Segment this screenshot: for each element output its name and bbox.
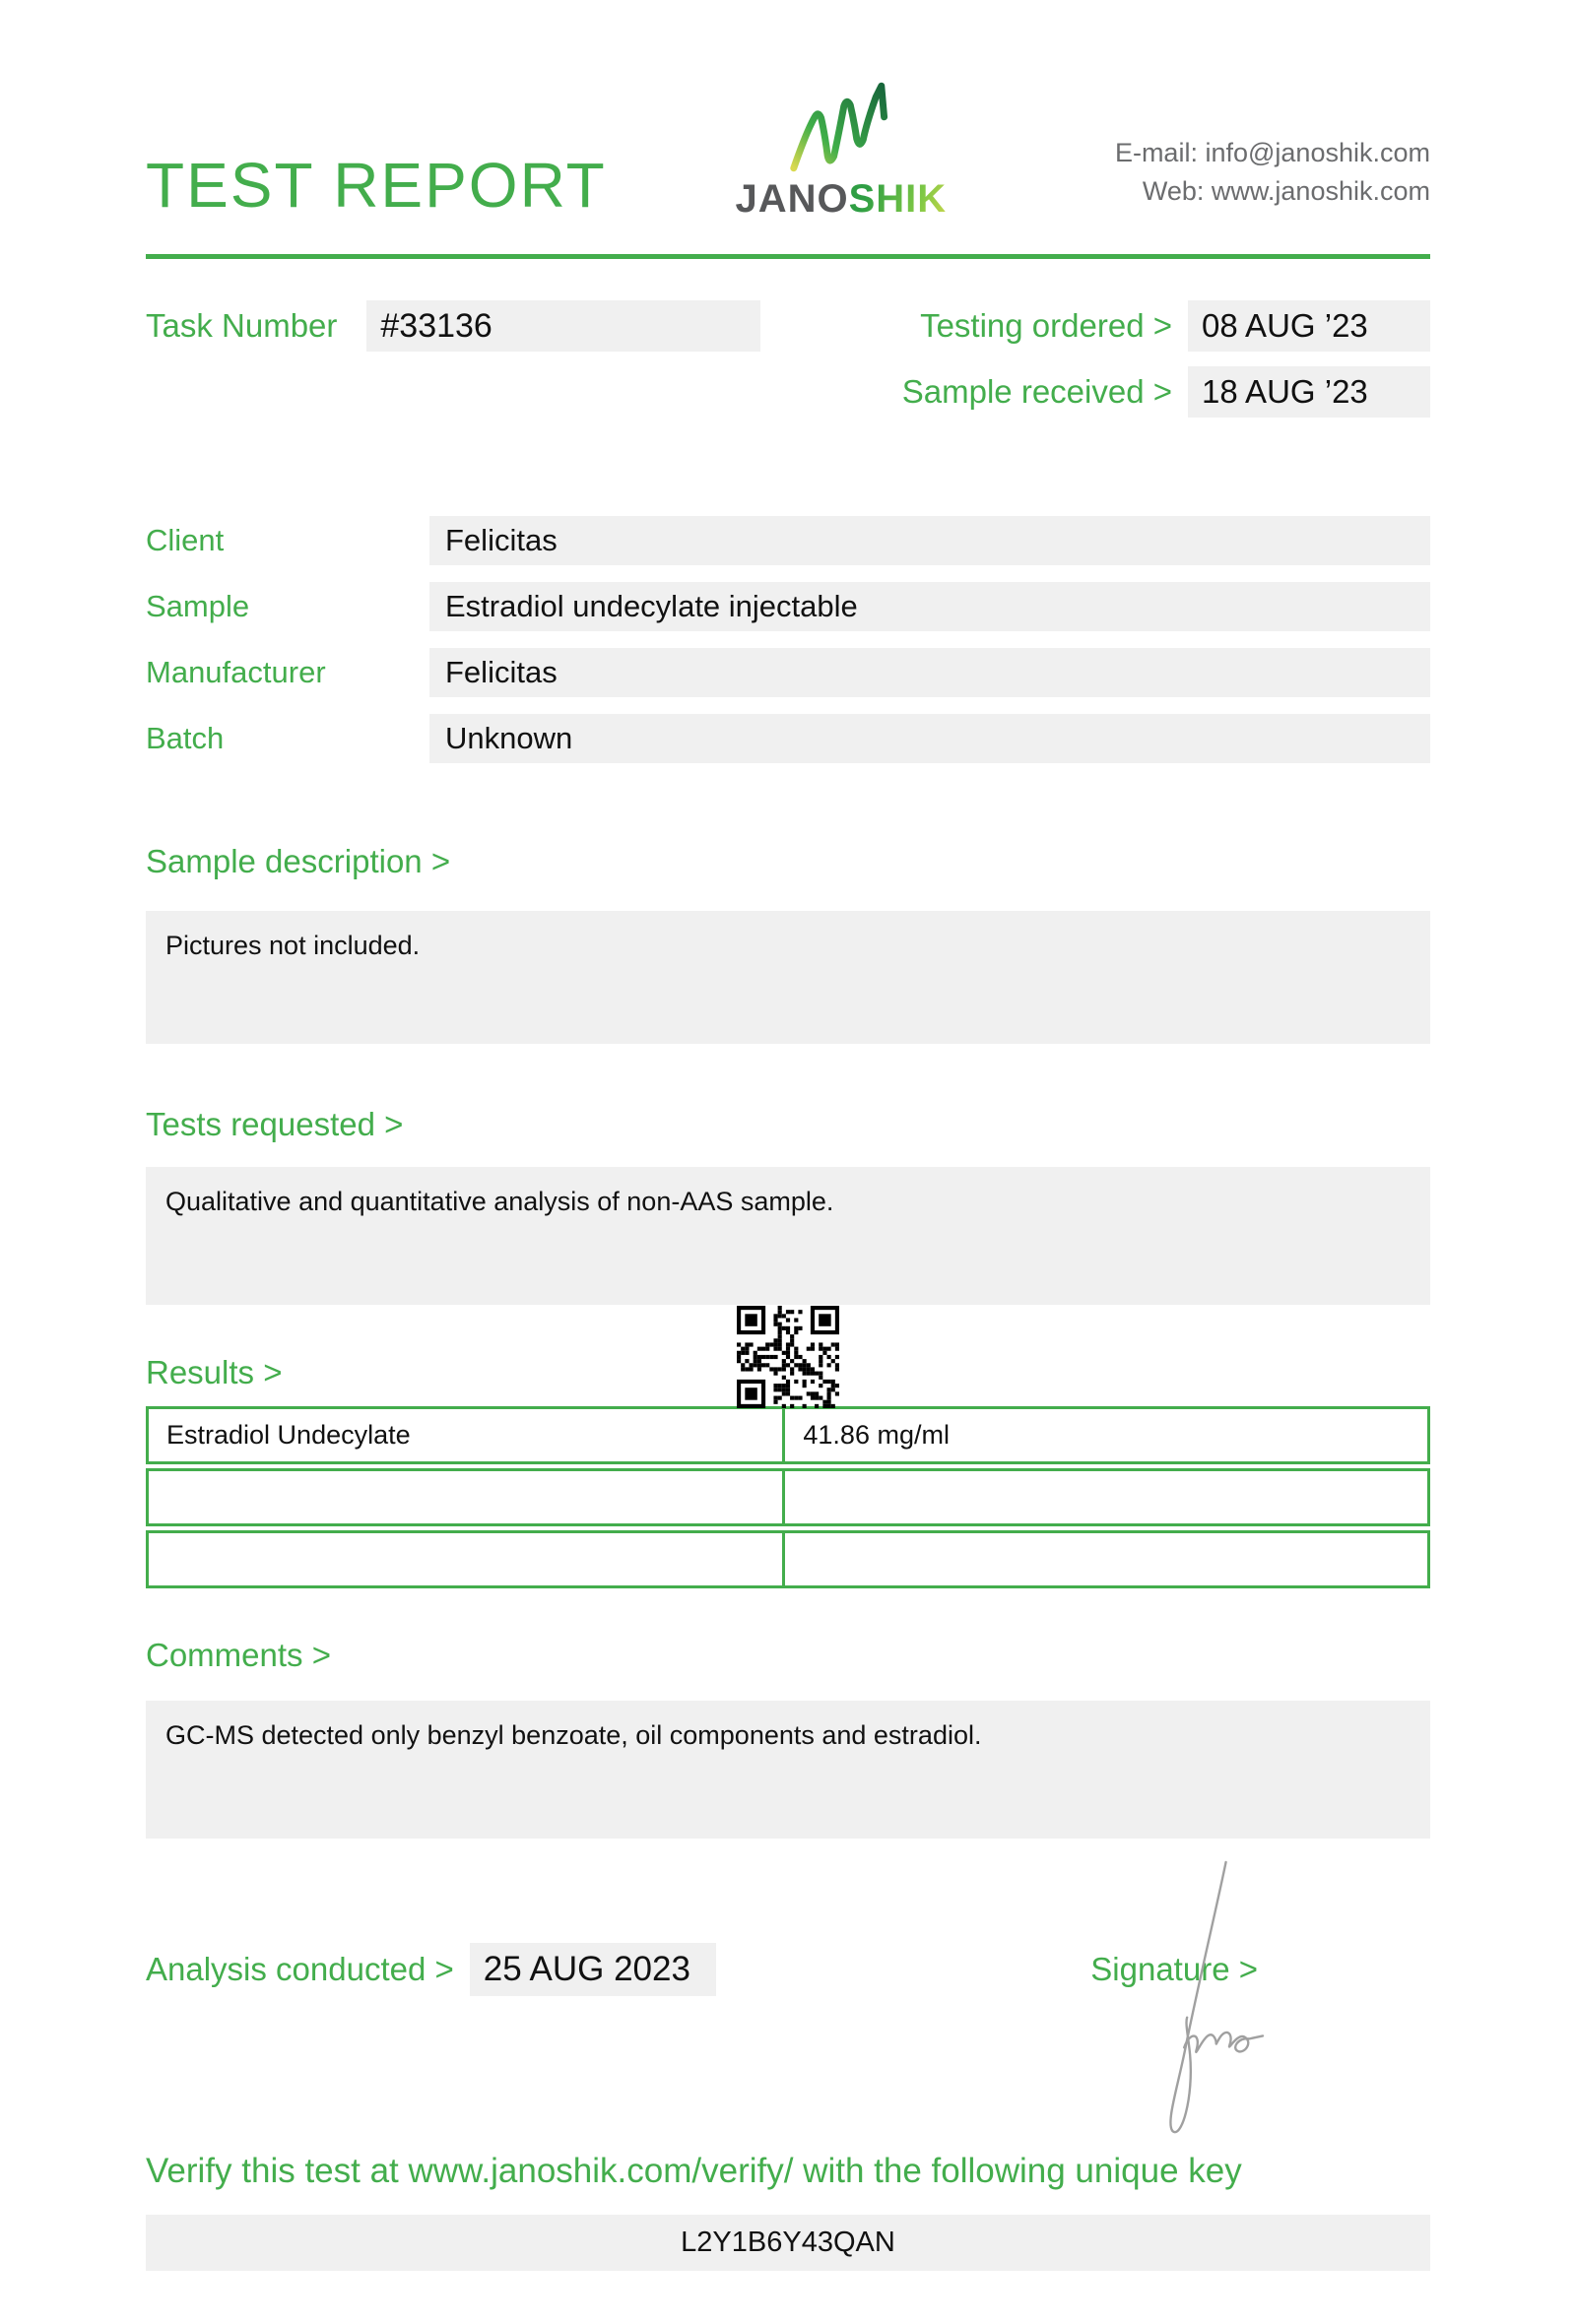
result-analyte <box>149 1533 785 1585</box>
manufacturer-value: Felicitas <box>429 648 1430 697</box>
web-value: www.janoshik.com <box>1211 175 1430 206</box>
email-label: E-mail: <box>1114 137 1198 167</box>
field-row-client <box>146 516 1430 565</box>
analysis-conducted-value: 25 AUG 2023 <box>470 1943 716 1996</box>
sample-received-value: 18 AUG ’23 <box>1188 366 1430 418</box>
info-fields <box>146 516 1430 763</box>
contact-web-line <box>1115 172 1430 211</box>
janoshik-logo <box>735 77 947 219</box>
signature-label: Signature > <box>1090 1950 1258 1987</box>
verify-instruction: Verify this test at www.janoshik.com/verify/ with the following unique key <box>146 2151 1242 2190</box>
web-label: Web: <box>1142 175 1205 206</box>
result-value <box>785 1533 1427 1585</box>
signature-image <box>1129 1852 1265 2140</box>
task-number-label: Task Number <box>146 307 338 344</box>
analysis-signature-row <box>146 1943 1430 1996</box>
contact-email-line <box>1115 134 1430 172</box>
logo-shik: SHIK <box>848 177 948 221</box>
batch-label: Batch <box>146 721 225 755</box>
header <box>146 69 1430 219</box>
client-label: Client <box>146 523 225 557</box>
table-row <box>146 1406 1430 1464</box>
tests-requested-heading: Tests requested > <box>146 1105 404 1142</box>
client-value: Felicitas <box>429 516 1430 565</box>
email-value: info@janoshik.com <box>1205 137 1430 167</box>
sample-received-row <box>902 366 1430 418</box>
tests-requested-text: Qualitative and quantitative analysis of non-AAS sample. <box>165 1187 834 1217</box>
batch-value: Unknown <box>429 714 1430 763</box>
field-row-batch <box>146 714 1430 763</box>
verify-key: L2Y1B6Y43QAN <box>146 2215 1430 2271</box>
testing-ordered-value: 08 AUG ’23 <box>1188 300 1430 352</box>
task-number-group <box>146 300 760 352</box>
testing-ordered-row <box>902 300 1430 352</box>
contact-info <box>1115 134 1430 219</box>
sample-label: Sample <box>146 589 250 623</box>
task-section <box>146 300 1430 418</box>
field-row-sample <box>146 582 1430 631</box>
results-heading: Results > <box>146 1354 283 1391</box>
result-analyte <box>149 1471 785 1523</box>
result-value <box>785 1471 1427 1523</box>
logo-wordmark <box>735 179 947 219</box>
sample-received-label: Sample received > <box>901 373 1172 410</box>
tests-requested-box <box>146 1167 1430 1305</box>
field-row-manufacturer <box>146 648 1430 697</box>
comments-text: GC-MS detected only benzyl benzoate, oil components and estradiol. <box>165 1719 982 1750</box>
result-analyte: Estradiol Undecylate <box>149 1409 785 1461</box>
task-number-value: #33136 <box>366 300 760 352</box>
logo-jano: JANO <box>735 177 849 221</box>
header-divider <box>146 254 1430 259</box>
result-value: 41.86 mg/ml <box>803 1420 950 1451</box>
results-section <box>146 1305 1430 1588</box>
qr-code <box>737 1306 839 1408</box>
manufacturer-label: Manufacturer <box>146 655 326 689</box>
sample-value: Estradiol undecylate injectable <box>429 582 1430 631</box>
results-table <box>146 1406 1430 1588</box>
sample-description-heading: Sample description > <box>146 843 451 879</box>
testing-ordered-label: Testing ordered > <box>920 307 1172 344</box>
sample-description-box <box>146 911 1430 1044</box>
dates-group <box>902 300 1430 418</box>
comments-box <box>146 1701 1430 1839</box>
table-row <box>146 1530 1430 1588</box>
comments-heading: Comments > <box>146 1637 331 1674</box>
page-title: TEST REPORT <box>146 150 607 221</box>
sample-description-text: Pictures not included. <box>165 930 421 960</box>
analysis-conducted-label: Analysis conducted > <box>146 1950 454 1987</box>
chart-growth-icon <box>781 77 901 177</box>
table-row <box>146 1468 1430 1526</box>
